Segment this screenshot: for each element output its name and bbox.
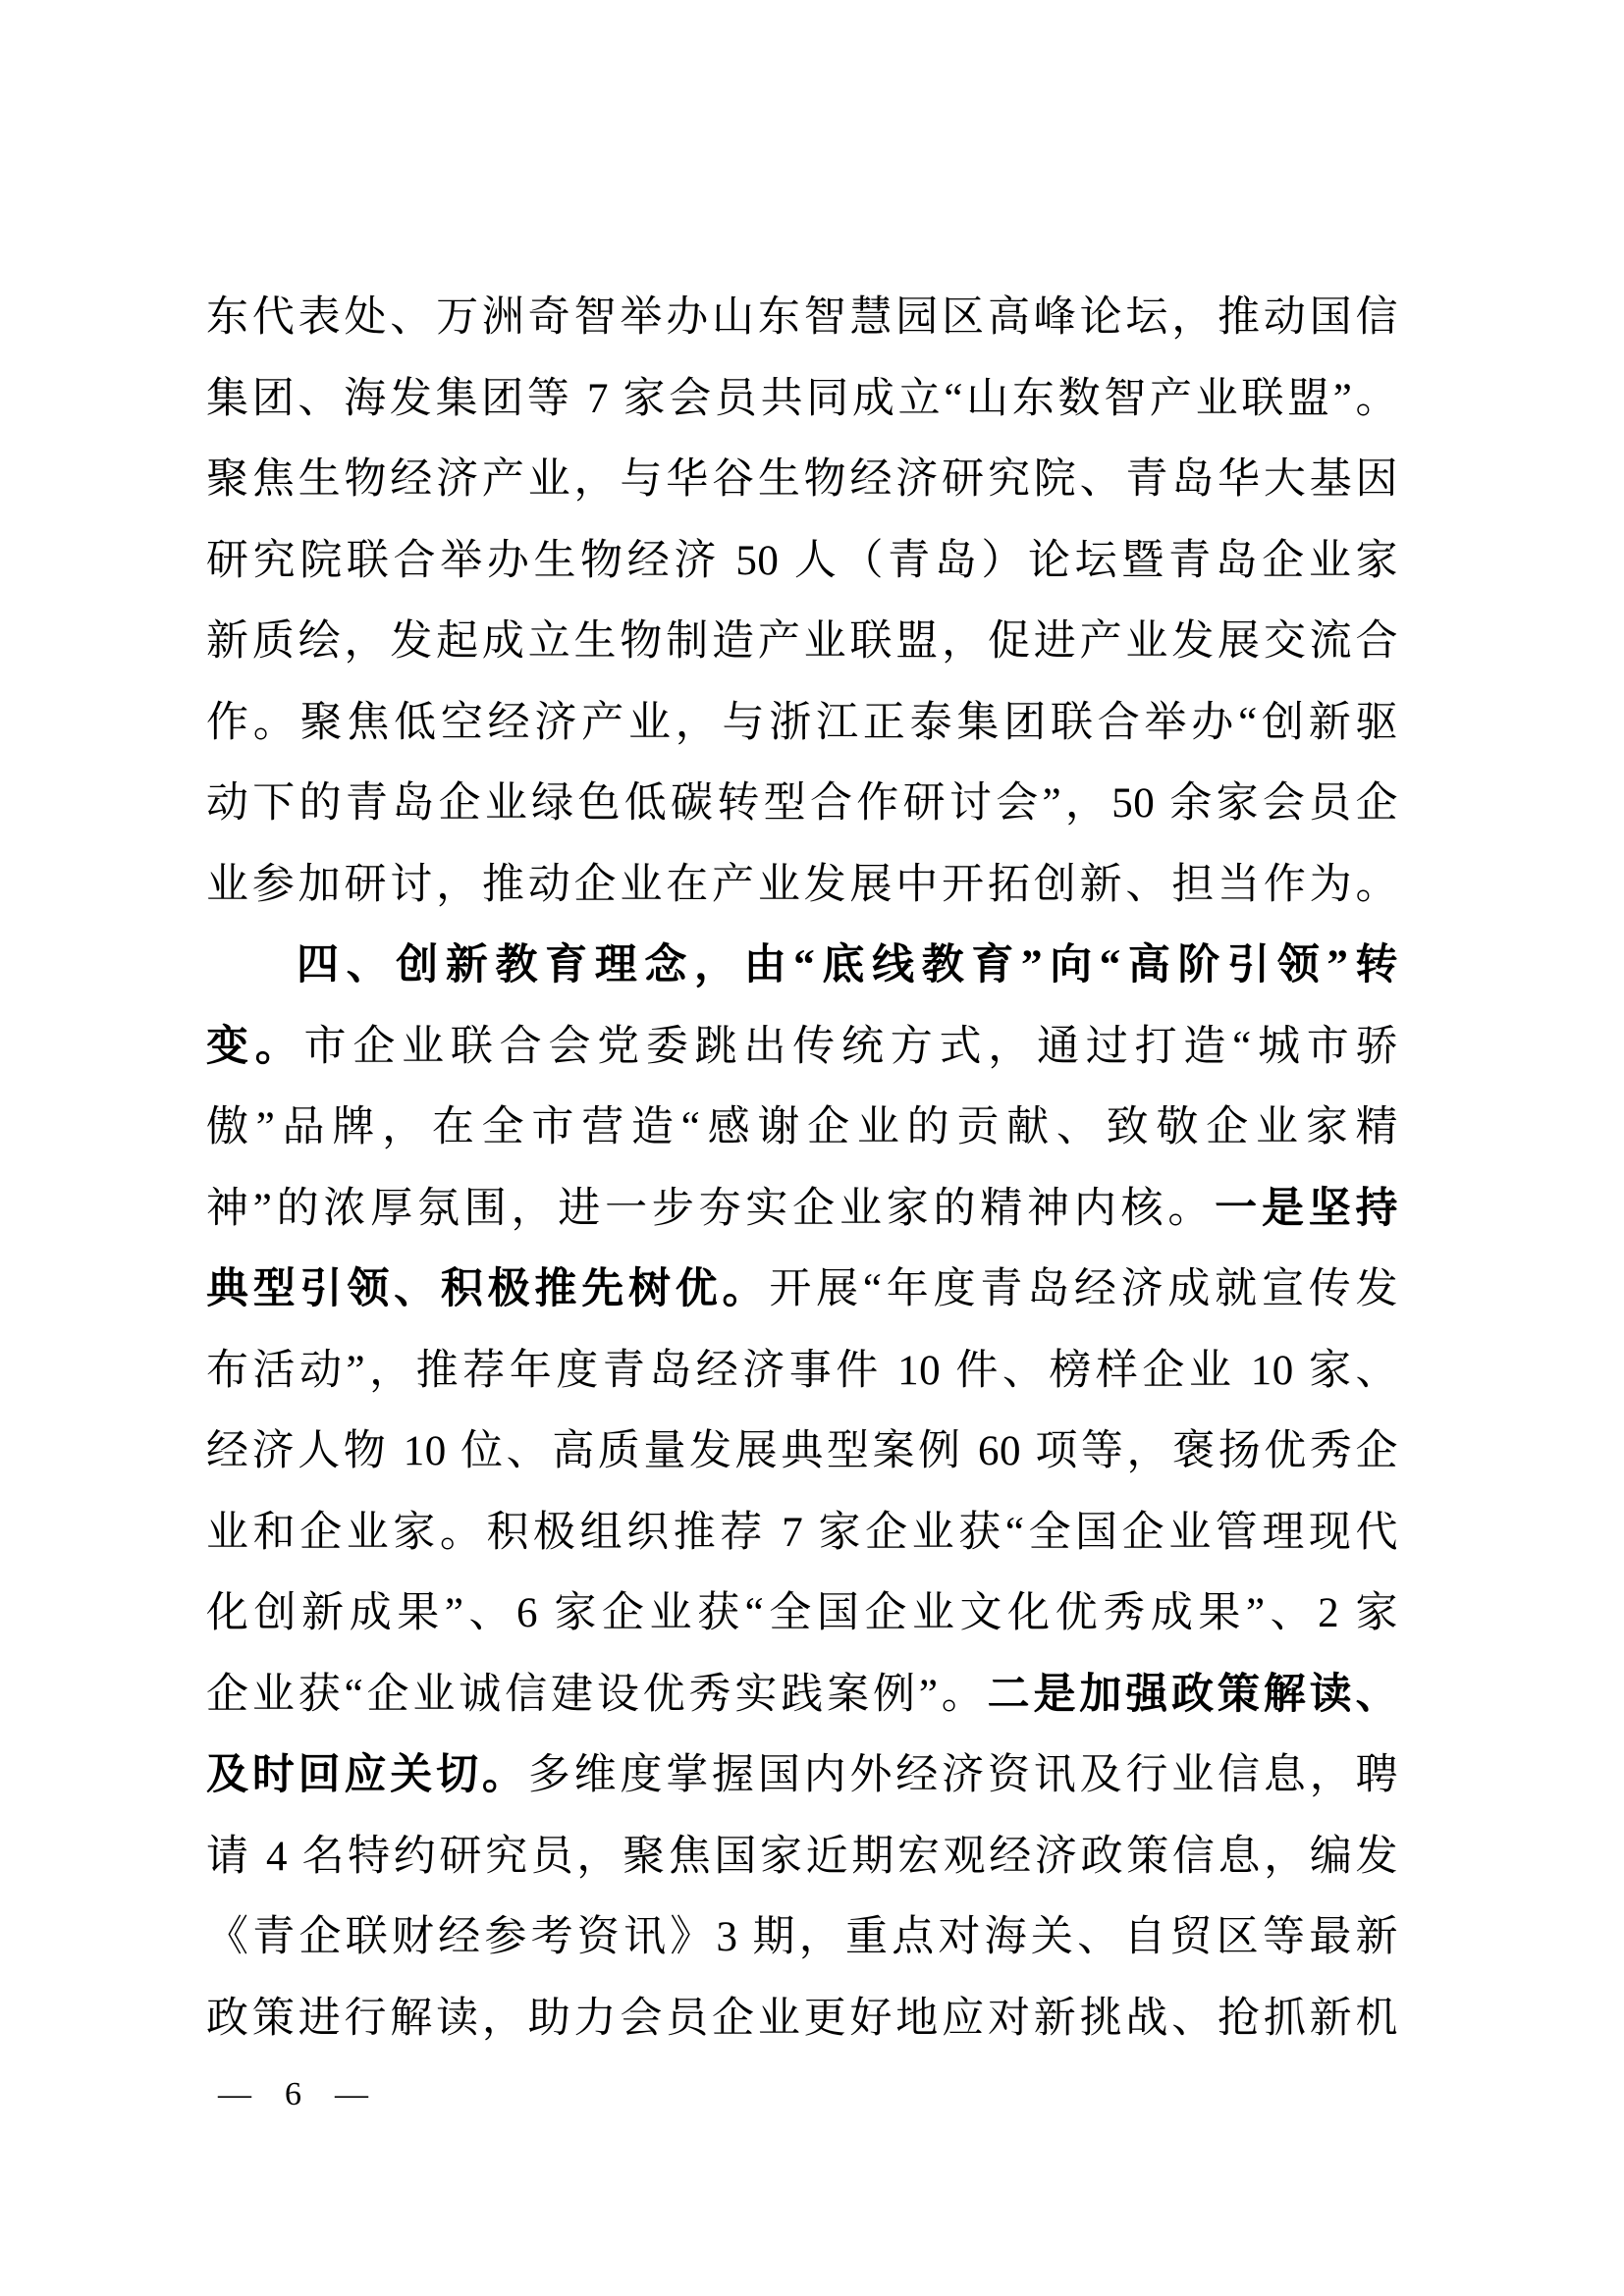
bold-text-segment: 四、创新教育理念，由“底线教育”向“高阶引领”转: [297, 942, 1398, 988]
text-line: [206, 845, 1398, 927]
text-segment: 开展“年度青岛经济成就宣传发: [769, 1266, 1399, 1312]
page-number: 6: [285, 2076, 301, 2112]
text-line: [206, 926, 1398, 1007]
text-line: [206, 683, 1398, 765]
text-line: [206, 1250, 1398, 1331]
text-segment: 动下的青岛企业绿色低碳转型合作研讨会”，50 余家会员企: [206, 780, 1398, 827]
text-segment: 业参加研讨，推动企业在产业发展中开拓创新、担当作为。: [206, 861, 1398, 908]
text-segment: 作。聚焦低空经济产业，与浙江正泰集团联合举办“创新驱: [206, 699, 1398, 746]
text-segment: 业和企业家。积极组织推荐 7 家企业获“全国企业管理现代: [206, 1509, 1398, 1556]
text-segment: 研究院联合举办生物经济 50 人（青岛）论坛暨青岛企业家: [206, 537, 1398, 584]
page-footer: [218, 2067, 368, 2122]
text-line: [206, 1574, 1398, 1655]
text-segment: 《青企联财经参考资讯》3 期，重点对海关、自贸区等最新: [206, 1914, 1398, 1960]
text-line: [206, 1655, 1398, 1736]
text-line: [206, 278, 1398, 359]
text-segment: 市企业联合会党委跳出传统方式，通过打造“城市骄: [303, 1023, 1399, 1070]
text-line: [206, 1331, 1398, 1413]
text-segment: 傲”品牌，在全市营造“感谢企业的贡献、致敬企业家精: [206, 1104, 1398, 1150]
text-line: [206, 521, 1398, 603]
bold-text-segment: 一是坚持: [1215, 1185, 1399, 1232]
text-line: [206, 1169, 1398, 1251]
text-line: [206, 602, 1398, 683]
text-segment: 化创新成果”、6 家企业获“全国企业文化优秀成果”、2 家: [206, 1590, 1398, 1636]
text-segment: 政策进行解读，助力会员企业更好地应对新挑战、抢抓新机: [206, 1995, 1398, 2042]
text-segment: 新质绘，发起成立生物制造产业联盟，促进产业发展交流合: [206, 618, 1398, 665]
text-line: [206, 359, 1398, 441]
document-body: [206, 278, 1398, 2059]
text-segment: 神”的浓厚氛围，进一步夯实企业家的精神内核。: [206, 1185, 1216, 1232]
text-line: [206, 1007, 1398, 1089]
footer-right-dash: —: [335, 2076, 368, 2112]
text-segment: 聚焦生物经济产业，与华谷生物经济研究院、青岛华大基因: [206, 456, 1398, 503]
text-line: [206, 1412, 1398, 1493]
text-segment: 企业获“企业诚信建设优秀实践案例”。: [206, 1671, 988, 1718]
text-line: [206, 1493, 1398, 1575]
text-segment: 东代表处、万洲奇智举办山东智慧园区高峰论坛，推动国信: [206, 294, 1398, 341]
bold-text-segment: 二是加强政策解读、: [987, 1671, 1399, 1718]
text-line: [206, 1817, 1398, 1898]
text-segment: 经济人物 10 位、高质量发展典型案例 60 项等，褒扬优秀企: [206, 1428, 1398, 1474]
text-segment: 多维度掌握国内外经济资讯及行业信息，聘: [527, 1752, 1399, 1798]
text-line: [206, 1088, 1398, 1169]
text-line: [206, 1735, 1398, 1817]
footer-left-dash: —: [218, 2076, 251, 2112]
text-segment: 布活动”，推荐年度青岛经济事件 10 件、榜样企业 10 家、: [206, 1347, 1398, 1394]
bold-text-segment: 及时回应关切。: [206, 1752, 528, 1798]
text-line: [206, 1897, 1398, 1979]
text-segment: 集团、海发集团等 7 家会员共同成立“山东数智产业联盟”。: [206, 375, 1398, 422]
bold-text-segment: 典型引领、积极推先树优。: [206, 1266, 770, 1312]
text-line: [206, 440, 1398, 521]
text-segment: 请 4 名特约研究员，聚焦国家近期宏观经济政策信息，编发: [206, 1833, 1398, 1880]
text-line: [206, 1979, 1398, 2060]
bold-text-segment: 变。: [206, 1023, 304, 1070]
text-line: [206, 764, 1398, 845]
